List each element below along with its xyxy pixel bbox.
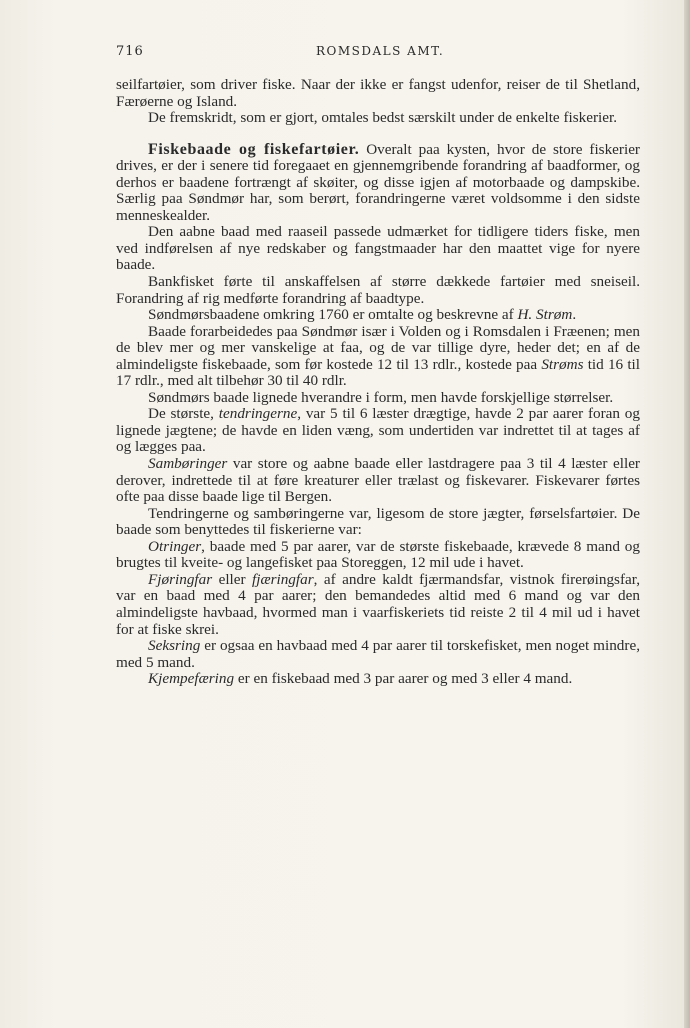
page-number: 716 (116, 44, 144, 59)
paragraph: Tendringerne og sambøringerne var, ligesom de store jægter, førselsfartøier. De baade som benyttedes til fiskerierne var: (116, 504, 640, 539)
paragraph: Otringer, baade med 5 par aarer, var de største fiskebaade, krævede 8 mand og brugtes til kveite- og langefisket paa Storeggen, 12 mil ude i havet. (116, 537, 640, 572)
paragraph: Baade forarbeidedes paa Søndmør især i Volden og i Romsdalen i Fræenen; men de blev mer og mer vanskelige at faa, og de var tillige dyre, heder det; en af de almindeligste fiskebaade, som før kostede 12 til 13 rdlr., kostede paa Strøms tid 16 til 17 rdlr., med alt tilbehør 30 til 40 rdlr. (116, 322, 640, 390)
paragraph: Kjempefæring er en fiskebaad med 3 par aarer og med 3 eller 4 mand. (148, 670, 573, 688)
paragraph: De fremskridt, som er gjort, omtales bedst særskilt under de enkelte fiskerier. (148, 109, 618, 127)
page-edge (684, 0, 690, 1028)
paragraph: Søndmørs baade lignede hverandre i form, men havde forskjellige størrelser. (148, 388, 614, 406)
body-text (116, 77, 640, 688)
section-paragraph: Fiskebaade og fiskefartøier. Overalt paa kysten, hvor de store fiskerier drives, er der i senere tid foregaaet en gjennemgribende forandring af baadformer, og derhos er baadene fortrængt af skøiter, og disse igjen af motorbaade og dampskibe. Særlig paa Søndmør har, som berørt, forandringerne været voldsomme i den sidste menneskealder. (116, 140, 640, 224)
paragraph: Fjøringfar eller fjæringfar, af andre kaldt fjærmandsfar, vistnok firerøingsfar, var en baad med 4 par aarer; den bemandedes altid med 6 mand og var den almindeligste havbaad, hvormed man i vaarfiskeriets tid reiste 2 til 4 mil ud i havet for at fiske skrei. (116, 570, 640, 638)
paragraph: Seksring er ogsaa en havbaad med 4 par aarer til torskefisket, men noget mindre, med 5 mand. (116, 637, 640, 671)
running-title: ROMSDALS AMT. (316, 44, 445, 58)
section-heading: Fiskebaade og fiskefartøier. (148, 140, 360, 158)
paragraph: seilfartøier, som driver fiske. Naar der ikke er fangst udenfor, reiser de til Shetland, Færøerne og Island. (116, 76, 640, 110)
paragraph: De største, tendringerne, var 5 til 6 læster drægtige, havde 2 par aarer foran og lignede jægtene; de havde en liden væng, som undertiden var indrettet til at tages af og lægges paa. (116, 405, 640, 456)
paragraph: Bankfisket førte til anskaffelsen af større dækkede fartøier med sneiseil. Forandring af rig medførte forandring af baadtype. (116, 273, 640, 307)
paragraph: Søndmørsbaadene omkring 1760 er omtalte og beskrevne af H. Strøm. (148, 306, 577, 324)
running-header (116, 44, 640, 64)
paragraph: Sambøringer var store og aabne baade eller lastdragere paa 3 til 4 læster eller derover, indrettede til at føre kreaturer eller trælast og fiskevarer. Fiskevarer førtes ofte paa disse baade lige til Bergen. (116, 455, 640, 506)
paragraph: Den aabne baad med raaseil passede udmærket for tidligere tiders fiske, men ved indførelsen af nye redskaber og fangstmaader har den maattet vige for nyere baade. (116, 223, 640, 274)
